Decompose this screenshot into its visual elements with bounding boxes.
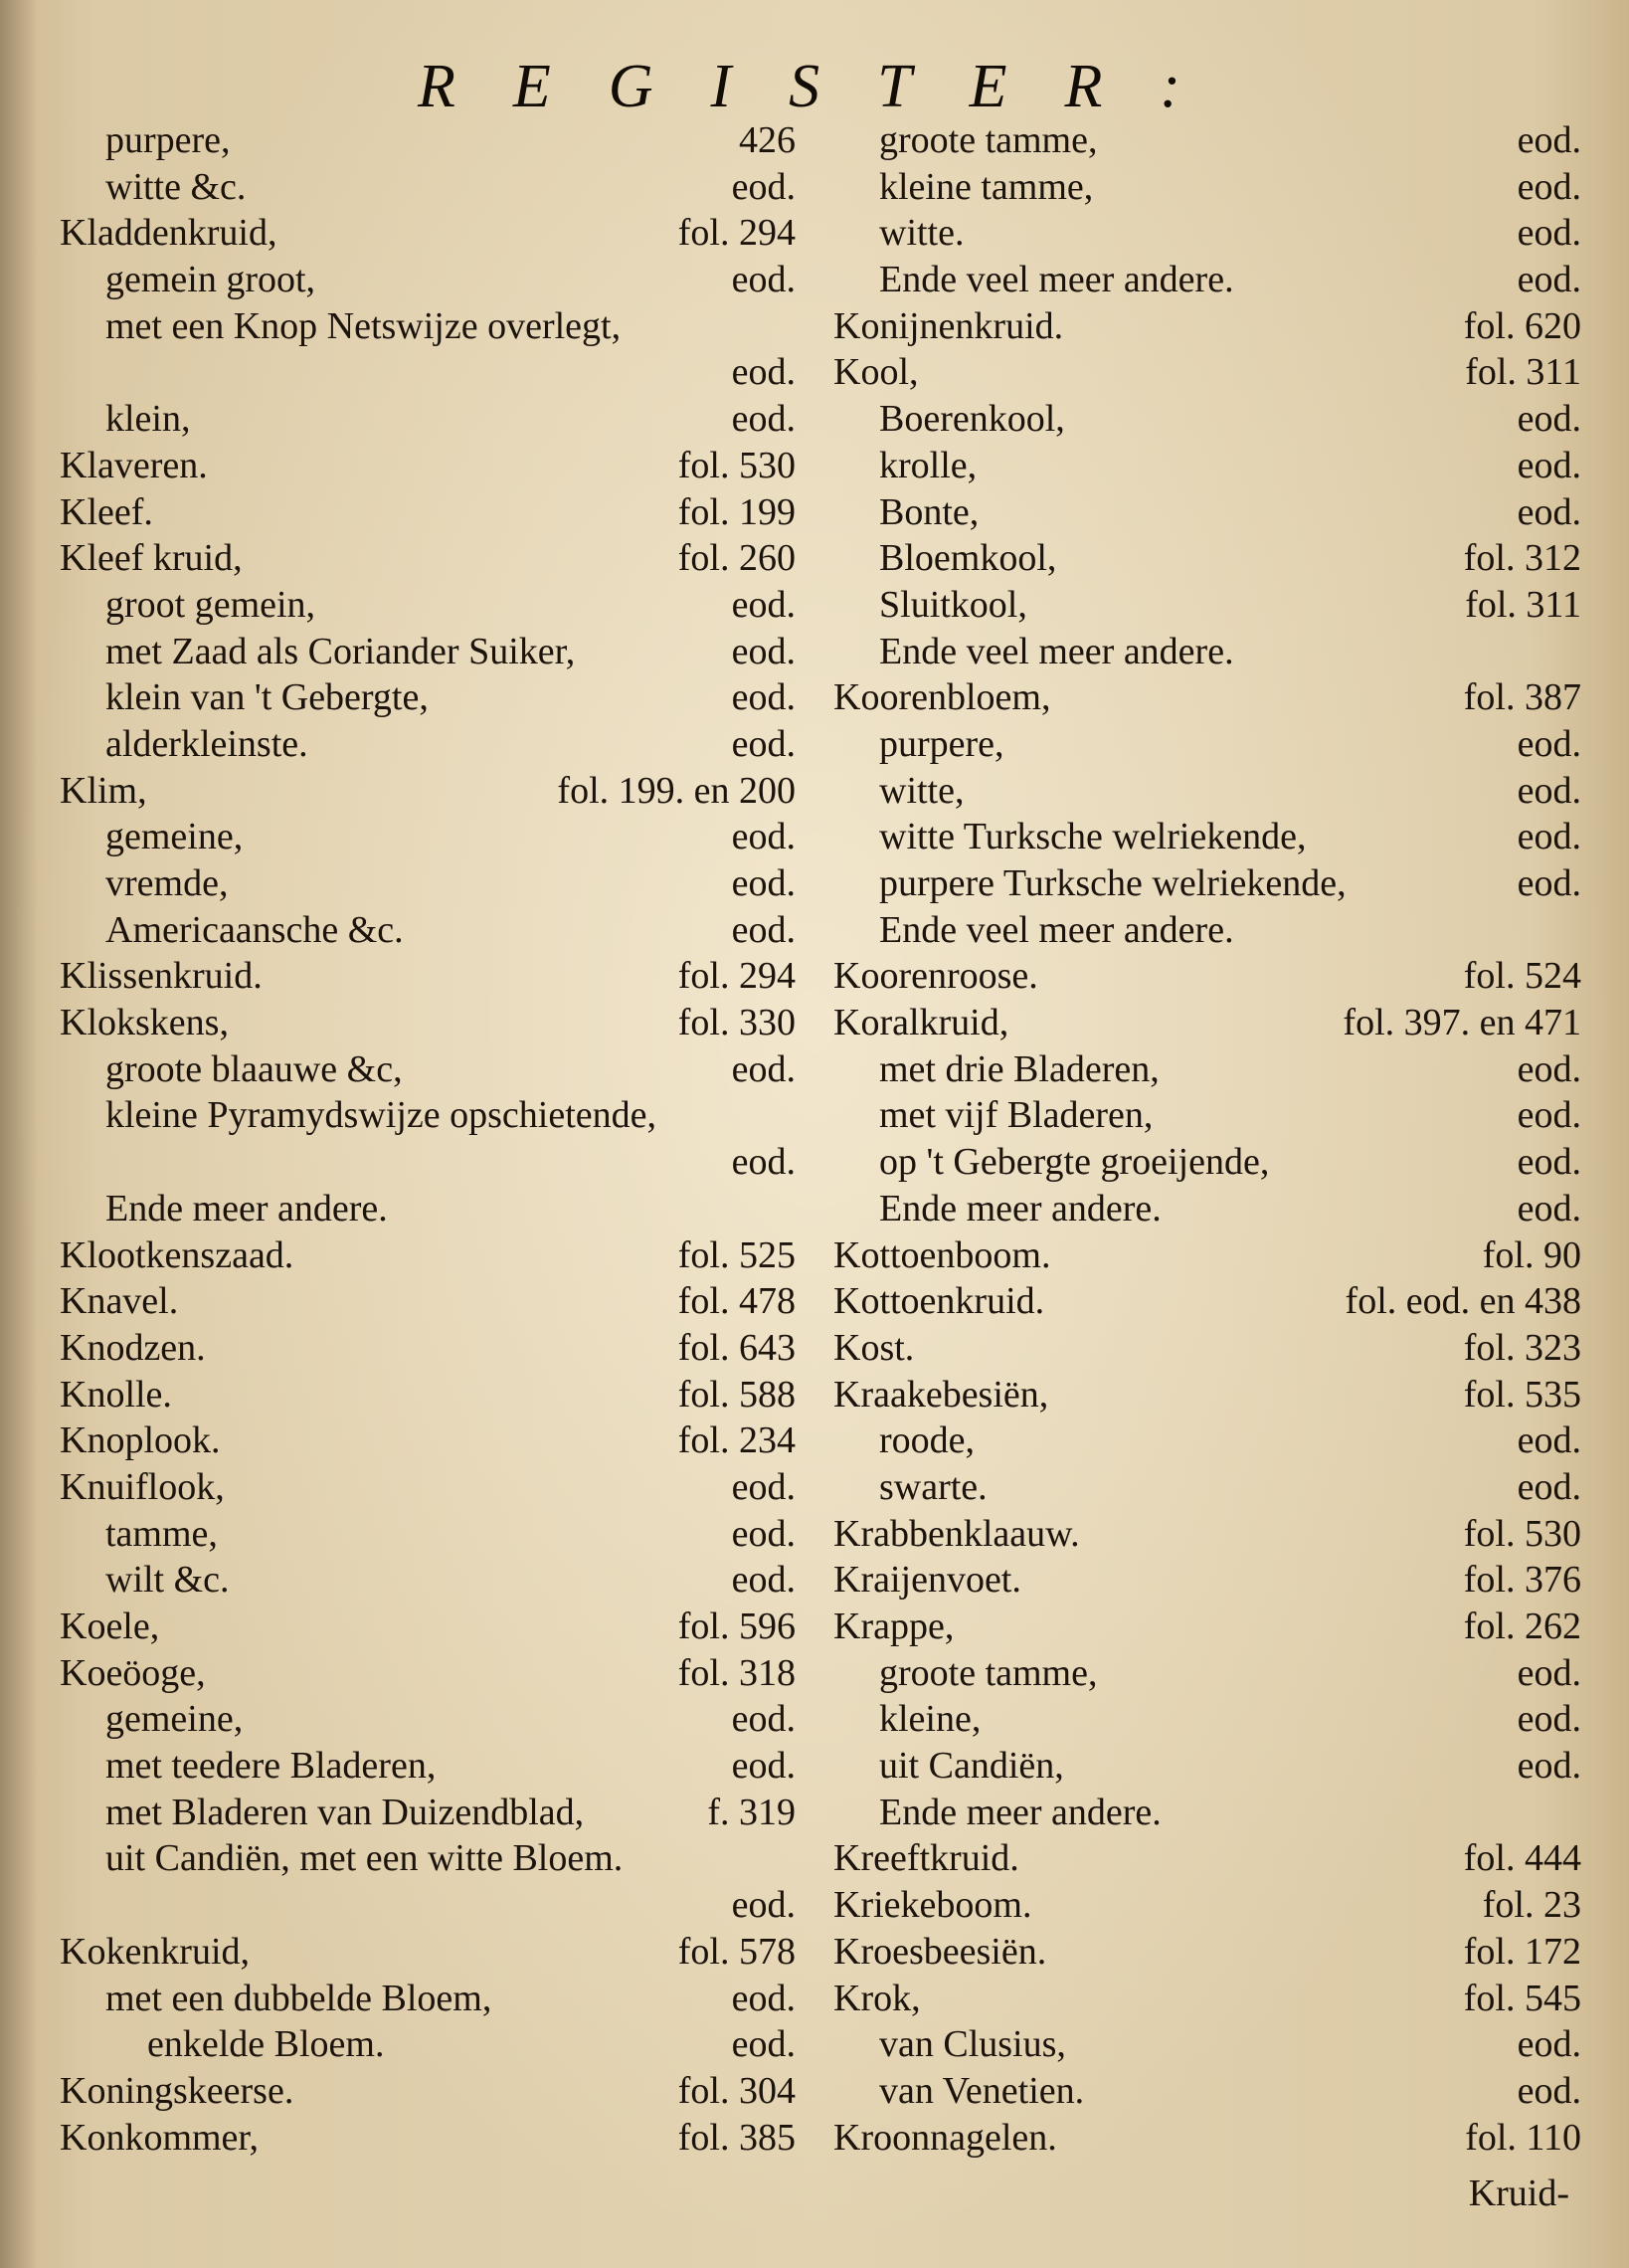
index-entry	[833, 1929, 1581, 1976]
index-entry	[833, 1278, 1581, 1325]
index-entry	[833, 953, 1581, 1000]
entry-term: purpere,	[105, 119, 231, 161]
entry-reference: fol. 524	[1463, 955, 1581, 998]
entry-reference: eod.	[731, 165, 796, 208]
index-entry	[60, 629, 796, 675]
index-entry	[60, 535, 796, 582]
entry-term: groote tamme,	[879, 1651, 1098, 1694]
entry-term: roode,	[879, 1419, 976, 1462]
left-column	[60, 117, 796, 2161]
entry-reference: eod.	[731, 1047, 796, 1090]
index-entry	[60, 907, 796, 954]
entry-term: gemeine,	[105, 1698, 244, 1741]
entry-term: Ende meer andere.	[879, 1791, 1162, 1833]
entry-term: met Zaad als Coriander Suiker,	[105, 630, 576, 672]
entry-term: wilt &c.	[105, 1559, 230, 1602]
index-entry	[60, 1835, 796, 1882]
entry-reference: eod.	[1517, 1465, 1581, 1508]
entry-term: met vijf Bladeren,	[879, 1094, 1154, 1137]
entry-term: met teedere Bladeren,	[105, 1745, 437, 1788]
entry-reference: fol. 260	[677, 537, 796, 580]
entry-term: Klaveren.	[60, 444, 208, 486]
entry-term: uit Candiën, met een witte Bloem.	[105, 1837, 624, 1880]
entry-term: witte &c.	[105, 165, 247, 208]
entry-term: enkelde Bloem.	[147, 2023, 385, 2066]
entry-reference: fol. 311	[1465, 351, 1581, 394]
index-entry	[833, 907, 1581, 954]
entry-reference: eod.	[731, 1745, 796, 1788]
entry-reference: eod.	[731, 630, 796, 672]
entry-term: met een dubbelde Bloem,	[105, 1977, 492, 2019]
entry-term: kleine,	[879, 1698, 982, 1741]
index-entry	[833, 164, 1581, 211]
index-entry	[60, 1557, 796, 1604]
index-entry	[833, 2115, 1581, 2162]
entry-term: Bonte,	[879, 490, 980, 533]
entry-reference: fol. 376	[1463, 1559, 1581, 1602]
index-entry	[833, 768, 1581, 815]
index-entry	[60, 1139, 796, 1186]
entry-term: groote tamme,	[879, 119, 1098, 161]
entry-term: Knolle.	[60, 1373, 172, 1416]
entry-term: Konkommer,	[60, 2116, 260, 2159]
entry-term: Koele,	[60, 1606, 160, 1647]
index-entry	[60, 210, 796, 257]
index-entry	[60, 814, 796, 860]
entry-reference: fol. 304	[677, 2069, 796, 2112]
index-entry	[60, 257, 796, 303]
entry-reference: eod.	[731, 259, 796, 301]
entry-reference: eod.	[1517, 1141, 1581, 1184]
entry-reference: fol. 387	[1463, 676, 1581, 719]
entry-reference: eod.	[731, 908, 796, 951]
entry-reference: eod.	[1517, 1187, 1581, 1229]
index-entry	[60, 443, 796, 489]
entry-reference: eod.	[1517, 862, 1581, 904]
index-entry	[833, 582, 1581, 629]
index-entry	[833, 1557, 1581, 1604]
index-entry	[60, 2115, 796, 2162]
entry-reference: fol. 530	[677, 444, 796, 486]
entry-reference: fol. 385	[677, 2116, 796, 2159]
entry-term: Klootkenszaad.	[60, 1233, 294, 1276]
index-entry	[833, 396, 1581, 443]
entry-reference: eod.	[1517, 1094, 1581, 1137]
entry-reference: eod.	[731, 722, 796, 765]
index-entry	[833, 349, 1581, 396]
entry-term: Sluitkool,	[879, 583, 1027, 626]
entry-reference: eod.	[731, 1977, 796, 2019]
entry-reference: eod.	[1517, 1745, 1581, 1788]
index-entry	[60, 1325, 796, 1372]
index-entry	[60, 1232, 796, 1279]
index-entry	[833, 1186, 1581, 1232]
entry-reference: eod.	[1517, 444, 1581, 486]
index-entry	[833, 1882, 1581, 1929]
entry-reference: eod.	[731, 1559, 796, 1602]
index-entry	[833, 1000, 1581, 1046]
entry-term: Kool,	[833, 351, 919, 394]
index-entry	[833, 1743, 1581, 1790]
entry-reference: fol. 318	[677, 1651, 796, 1694]
entry-reference: fol. 620	[1463, 304, 1581, 347]
entry-term: Ende veel meer andere.	[879, 630, 1234, 672]
entry-reference: fol. 525	[677, 1233, 796, 1276]
index-entry	[60, 349, 796, 396]
index-entry	[60, 1650, 796, 1697]
entry-term: Kladdenkruid,	[60, 212, 277, 255]
index-entry	[60, 396, 796, 443]
entry-reference: eod.	[731, 862, 796, 904]
entry-term: Knodzen.	[60, 1326, 206, 1369]
entry-reference: fol. 643	[677, 1326, 796, 1369]
entry-term: Bloemkool,	[879, 537, 1057, 580]
entry-term: Kleef.	[60, 490, 153, 533]
index-entry	[60, 303, 796, 350]
index-entry	[833, 257, 1581, 303]
page-title: REGISTER:	[418, 53, 1239, 120]
entry-term: Klim,	[60, 769, 147, 812]
right-column	[833, 117, 1581, 2161]
entry-reference: eod.	[1517, 722, 1581, 765]
index-entry	[833, 814, 1581, 860]
entry-reference: eod.	[731, 816, 796, 858]
index-entry	[60, 1278, 796, 1325]
index-entry	[60, 2021, 796, 2068]
entry-reference: fol. 294	[677, 212, 796, 255]
index-entry	[833, 1464, 1581, 1511]
entry-reference: fol. 199. en 200	[557, 769, 796, 812]
entry-reference: fol. 23	[1482, 1884, 1581, 1927]
entry-reference: fol. 311	[1465, 583, 1581, 626]
entry-term: Ende veel meer andere.	[879, 908, 1234, 951]
entry-term: groote blaauwe &c,	[105, 1047, 403, 1090]
entry-term: Kriekeboom.	[833, 1884, 1032, 1927]
entry-reference: fol. 444	[1463, 1837, 1581, 1880]
index-entry	[833, 1604, 1581, 1650]
entry-reference: eod.	[731, 398, 796, 441]
entry-reference: fol. 312	[1463, 537, 1581, 580]
entry-reference: eod.	[731, 676, 796, 719]
entry-reference: eod.	[1517, 1047, 1581, 1090]
entry-term: klein van 't Gebergte,	[105, 676, 429, 719]
index-entry	[60, 860, 796, 907]
index-entry	[833, 1418, 1581, 1464]
entry-term: van Clusius,	[879, 2023, 1066, 2066]
index-entry	[60, 1743, 796, 1790]
index-entry	[833, 1232, 1581, 1279]
index-entry	[60, 1929, 796, 1976]
entry-reference: fol. eod. en 438	[1345, 1280, 1581, 1323]
entry-term: uit Candiën,	[879, 1745, 1064, 1788]
entry-reference: eod.	[731, 1698, 796, 1741]
entry-term: Krok,	[833, 1977, 921, 2019]
entry-term: Kraijenvoet.	[833, 1559, 1021, 1602]
entry-term: Koorenroose.	[833, 955, 1038, 998]
index-entry	[60, 1976, 796, 2022]
entry-term: kleine tamme,	[879, 165, 1094, 208]
index-entry	[833, 721, 1581, 768]
index-entry	[833, 674, 1581, 721]
entry-term: Koorenbloem,	[833, 676, 1051, 719]
entry-reference: fol. 588	[677, 1373, 796, 1416]
index-entry	[60, 674, 796, 721]
entry-reference: eod.	[1517, 259, 1581, 301]
entry-term: met drie Bladeren,	[879, 1047, 1160, 1090]
entry-reference: fol. 323	[1463, 1326, 1581, 1369]
index-entry	[833, 860, 1581, 907]
entry-reference: fol. 262	[1463, 1606, 1581, 1647]
index-entry	[60, 1186, 796, 1232]
entry-reference: fol. 110	[1465, 2116, 1581, 2159]
entry-reference: fol. 578	[677, 1930, 796, 1973]
entry-term: Kost.	[833, 1326, 915, 1369]
index-entry	[60, 1046, 796, 1093]
entry-reference: eod.	[731, 1884, 796, 1927]
index-entry	[60, 164, 796, 211]
entry-term: groot gemein,	[105, 583, 316, 626]
index-entry	[60, 1604, 796, 1650]
index-entry	[833, 303, 1581, 350]
index-entry	[60, 1372, 796, 1418]
index-entry	[60, 2068, 796, 2115]
index-entry	[60, 1000, 796, 1046]
index-entry	[833, 1511, 1581, 1558]
index-entry	[833, 535, 1581, 582]
index-entry	[60, 768, 796, 815]
index-entry	[833, 1046, 1581, 1093]
entry-reference: eod.	[1517, 165, 1581, 208]
entry-reference: eod.	[731, 2023, 796, 2066]
index-entry	[833, 1650, 1581, 1697]
entry-term: Knuiflook,	[60, 1465, 225, 1508]
entry-term: Krabbenklaauw.	[833, 1512, 1080, 1555]
entry-term: Ende meer andere.	[105, 1187, 388, 1229]
entry-reference: fol. 330	[677, 1002, 796, 1044]
index-entry	[833, 117, 1581, 164]
entry-term: op 't Gebergte groeijende,	[879, 1141, 1270, 1184]
entry-term: Koningskeerse.	[60, 2069, 294, 2112]
index-entry	[833, 629, 1581, 675]
entry-reference: eod.	[1517, 816, 1581, 858]
entry-reference: fol. 199	[677, 490, 796, 533]
index-entry	[60, 1790, 796, 1836]
index-entry	[833, 1976, 1581, 2022]
index-entry	[833, 2021, 1581, 2068]
entry-term: Knoplook.	[60, 1419, 221, 1462]
entry-term: purpere Turksche welriekende,	[879, 862, 1347, 904]
index-entry	[833, 2068, 1581, 2115]
entry-term: tamme,	[105, 1512, 218, 1555]
entry-term: Klokskens,	[60, 1002, 229, 1044]
entry-term: witte Turksche welriekende,	[879, 816, 1307, 858]
entry-term: Koeöoge,	[60, 1651, 206, 1694]
entry-reference: eod.	[1517, 1698, 1581, 1741]
index-entry	[60, 582, 796, 629]
index-entry	[60, 1882, 796, 1929]
entry-reference: fol. 535	[1463, 1373, 1581, 1416]
entry-term: witte,	[879, 769, 965, 812]
entry-reference: fol. 90	[1482, 1233, 1581, 1276]
entry-term: swarte.	[879, 1465, 988, 1508]
entry-reference: eod.	[1517, 1651, 1581, 1694]
entry-reference: eod.	[731, 351, 796, 394]
index-entry	[833, 443, 1581, 489]
entry-reference: eod.	[1517, 1419, 1581, 1462]
index-entry	[60, 1696, 796, 1743]
entry-term: Knavel.	[60, 1280, 179, 1323]
entry-reference: eod.	[731, 583, 796, 626]
index-entry	[60, 117, 796, 164]
index-entry	[60, 721, 796, 768]
entry-term: van Venetien.	[879, 2069, 1085, 2112]
entry-term: klein,	[105, 398, 191, 441]
index-entry	[60, 1511, 796, 1558]
index-entry	[833, 1696, 1581, 1743]
index-entry	[833, 1372, 1581, 1418]
index-entry	[60, 1092, 796, 1139]
index-entry	[60, 1418, 796, 1464]
entry-term: purpere,	[879, 722, 1004, 765]
entry-term: Kroesbeesiën.	[833, 1930, 1047, 1973]
entry-reference: fol. 478	[677, 1280, 796, 1323]
index-entry	[60, 489, 796, 536]
entry-term: Ende veel meer andere.	[879, 259, 1234, 301]
entry-term: Koralkruid,	[833, 1002, 1009, 1044]
entry-term: alderkleinste.	[105, 722, 308, 765]
entry-term: met Bladeren van Duizendblad,	[105, 1791, 585, 1833]
entry-term: Kleef kruid,	[60, 537, 243, 580]
entry-term: Klissenkruid.	[60, 955, 263, 998]
entry-term: gemein groot,	[105, 259, 316, 301]
entry-term: vremde,	[105, 862, 229, 904]
entry-reference: fol. 172	[1463, 1930, 1581, 1973]
entry-term: Krappe,	[833, 1606, 955, 1647]
entry-term: Ende meer andere.	[879, 1187, 1162, 1229]
entry-term: Kottoenboom.	[833, 1233, 1051, 1276]
entry-term: Konijnenkruid.	[833, 304, 1064, 347]
index-entry	[833, 1139, 1581, 1186]
entry-term: krolle,	[879, 444, 978, 486]
entry-reference: fol. 545	[1463, 1977, 1581, 2019]
entry-reference: fol. 397. en 471	[1343, 1002, 1581, 1044]
entry-reference: eod.	[1517, 398, 1581, 441]
binding-shadow	[0, 0, 38, 2268]
entry-reference: fol. 234	[677, 1419, 796, 1462]
entry-reference: 426	[739, 119, 796, 161]
index-entry	[60, 953, 796, 1000]
entry-term: Kroonnagelen.	[833, 2116, 1057, 2159]
entry-term: Kottoenkruid.	[833, 1280, 1045, 1323]
entry-reference: eod.	[731, 1512, 796, 1555]
entry-reference: eod.	[731, 1465, 796, 1508]
entry-term: Kreeftkruid.	[833, 1837, 1019, 1880]
entry-term: Kokenkruid,	[60, 1930, 251, 1973]
entry-reference: eod.	[1517, 212, 1581, 255]
index-entry	[833, 489, 1581, 536]
entry-reference: fol. 294	[677, 955, 796, 998]
entry-term: Kraakebesiën,	[833, 1373, 1049, 1416]
entry-reference: eod.	[1517, 490, 1581, 533]
entry-reference: fol. 530	[1463, 1512, 1581, 1555]
catchword: Kruid-	[1468, 2173, 1569, 2214]
entry-term: gemeine,	[105, 816, 244, 858]
entry-term: met een Knop Netswijze overlegt,	[105, 304, 622, 347]
entry-reference: eod.	[731, 1141, 796, 1184]
entry-reference: fol. 596	[677, 1606, 796, 1647]
entry-reference: f. 319	[707, 1791, 796, 1833]
entry-term: witte.	[879, 212, 965, 255]
entry-reference: eod.	[1517, 769, 1581, 812]
entry-reference: eod.	[1517, 119, 1581, 161]
index-entry	[833, 210, 1581, 257]
entry-reference: eod.	[1517, 2023, 1581, 2066]
entry-term: Americaansche &c.	[105, 908, 404, 951]
entry-term: kleine Pyramydswijze opschietende,	[105, 1094, 657, 1137]
index-entry	[833, 1325, 1581, 1372]
index-entry	[833, 1790, 1581, 1836]
index-entry	[833, 1835, 1581, 1882]
index-entry	[833, 1092, 1581, 1139]
entry-term: Boerenkool,	[879, 398, 1065, 441]
index-entry	[60, 1464, 796, 1511]
entry-reference: eod.	[1517, 2069, 1581, 2112]
